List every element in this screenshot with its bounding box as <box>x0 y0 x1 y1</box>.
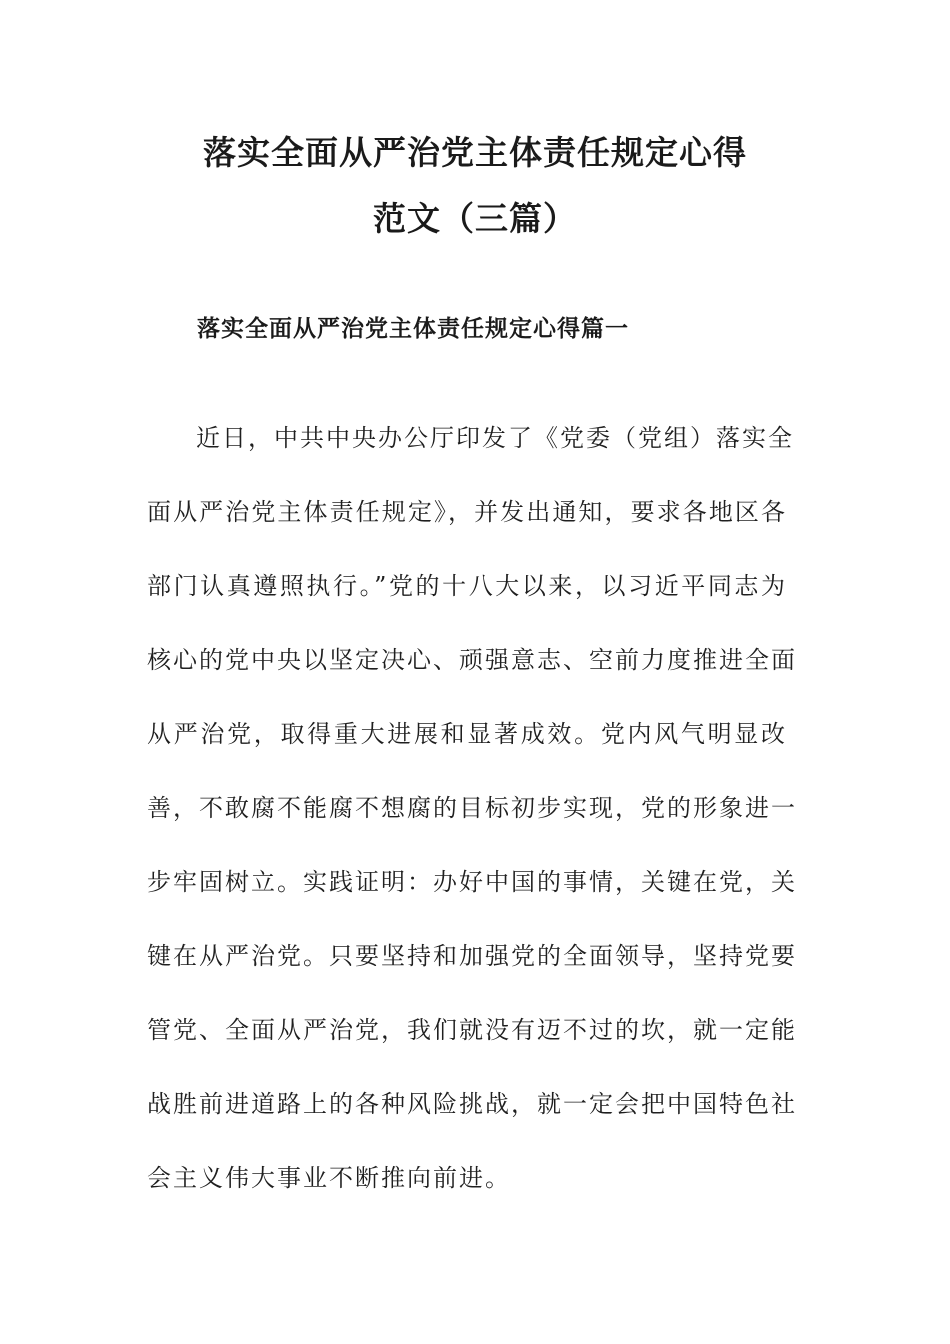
paragraph-line: 步牢固树立。实践证明：办好中国的事情，关键在党，关 <box>147 868 797 896</box>
paragraph-line: 会主义伟大事业不断推向前进。 <box>147 1164 511 1192</box>
paragraph-line: 善，不敢腐不能腐不想腐的目标初步实现，党的形象进一 <box>147 794 797 822</box>
paragraph-line: 近日，中共中央办公厅印发了《党委（党组）落实全 <box>196 424 794 452</box>
paragraph-line: 战胜前进道路上的各种风险挑战，就一定会把中国特色社 <box>147 1090 797 1118</box>
body-paragraph <box>147 413 797 1227</box>
paragraph-line: 面从严治党主体责任规定》，并发出通知，要求各地区各 <box>147 498 787 526</box>
paragraph-line: 键在从严治党。只要坚持和加强党的全面领导，坚持党要 <box>147 942 797 970</box>
paragraph-line: 从严治党，取得重大进展和显著成效。党内风气明显改 <box>147 720 787 748</box>
paragraph-line: 部门认真遵照执行。”党的十八大以来，以习近平同志为 <box>147 572 787 600</box>
document-title-line-2: 范文（三篇） <box>373 199 577 238</box>
document-title-line-1: 落实全面从严治党主体责任规定心得 <box>203 133 747 172</box>
paragraph-line: 核心的党中央以坚定决心、顽强意志、空前力度推进全面 <box>147 646 797 674</box>
paragraph-line: 管党、全面从严治党，我们就没有迈不过的坎，就一定能 <box>147 1016 797 1044</box>
section-heading: 落实全面从严治党主体责任规定心得篇一 <box>197 315 629 342</box>
